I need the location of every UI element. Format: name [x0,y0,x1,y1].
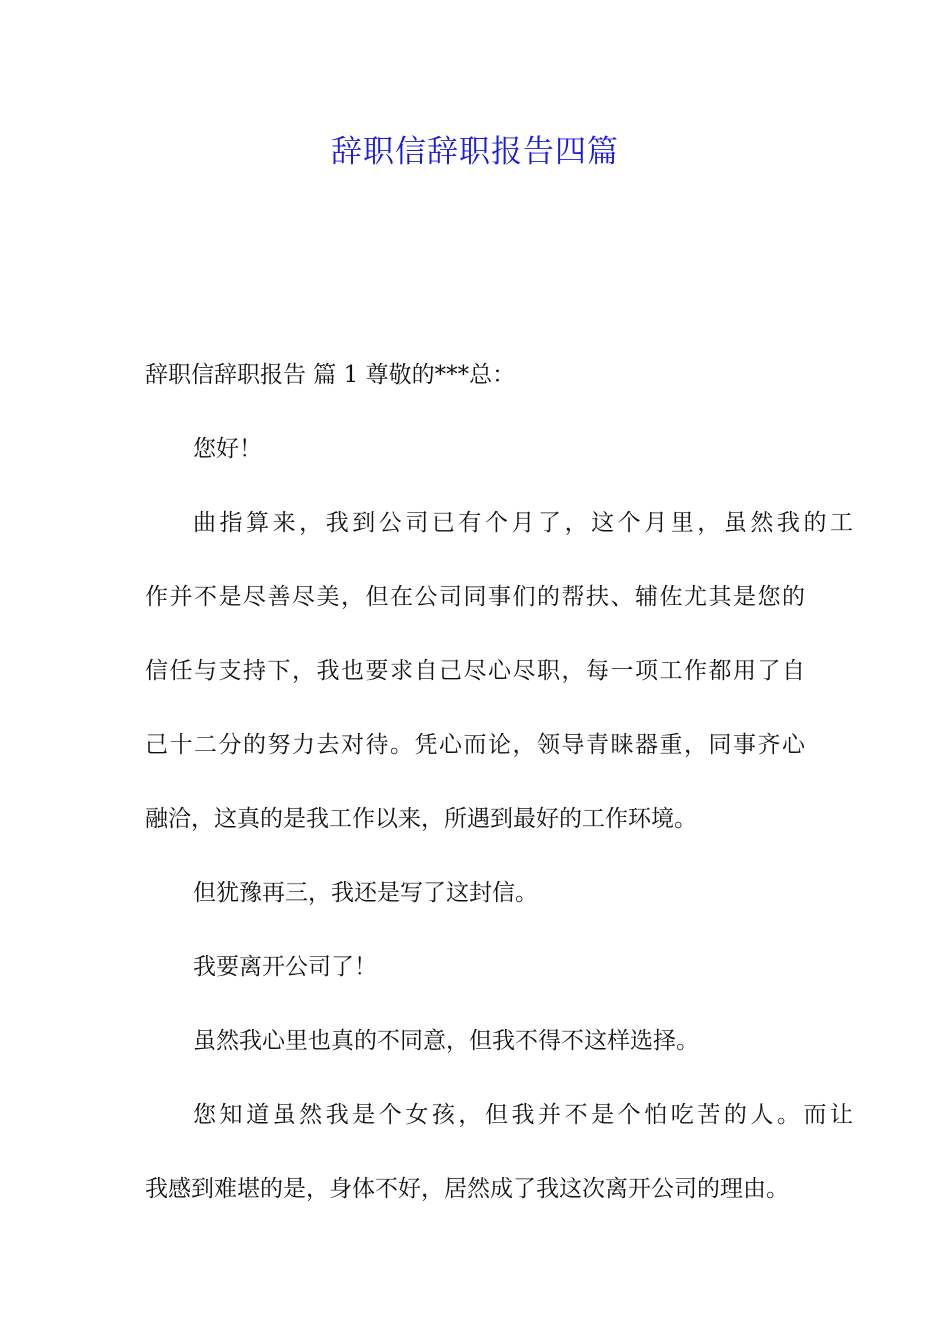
greeting-line: 您好！ [193,436,262,462]
paragraph-line: 作并不是尽善尽美，但在公司同事们的帮扶、辅佐尤其是您的 [145,584,805,610]
document-body [145,338,853,1226]
paragraph-line: 我要离开公司了！ [193,954,377,980]
paragraph-line: 您知道虽然我是个女孩，但我并不是个怕吃苦的人。而让 [193,1102,853,1128]
section-heading-line: 辞职信辞职报告 篇 1 尊敬的***总： [145,362,516,388]
paragraph-line: 曲指算来，我到公司已有个月了，这个月里，虽然我的工 [193,510,853,536]
paragraph-line: 己十二分的努力去对待。凭心而论，领导青睐器重，同事齐心 [145,732,805,758]
paragraph-line: 虽然我心里也真的不同意，但我不得不这样选择。 [193,1028,699,1054]
paragraph-line: 融洽，这真的是我工作以来，所遇到最好的工作环境。 [145,806,697,832]
paragraph-line: 我感到难堪的是，身体不好，居然成了我这次离开公司的理由。 [145,1176,789,1202]
paragraph-line: 信任与支持下，我也要求自己尽心尽职，每一项工作都用了自 [145,658,805,684]
paragraph-line: 但犹豫再三，我还是写了这封信。 [193,880,538,906]
page-title: 辞职信辞职报告四篇 [331,134,619,170]
